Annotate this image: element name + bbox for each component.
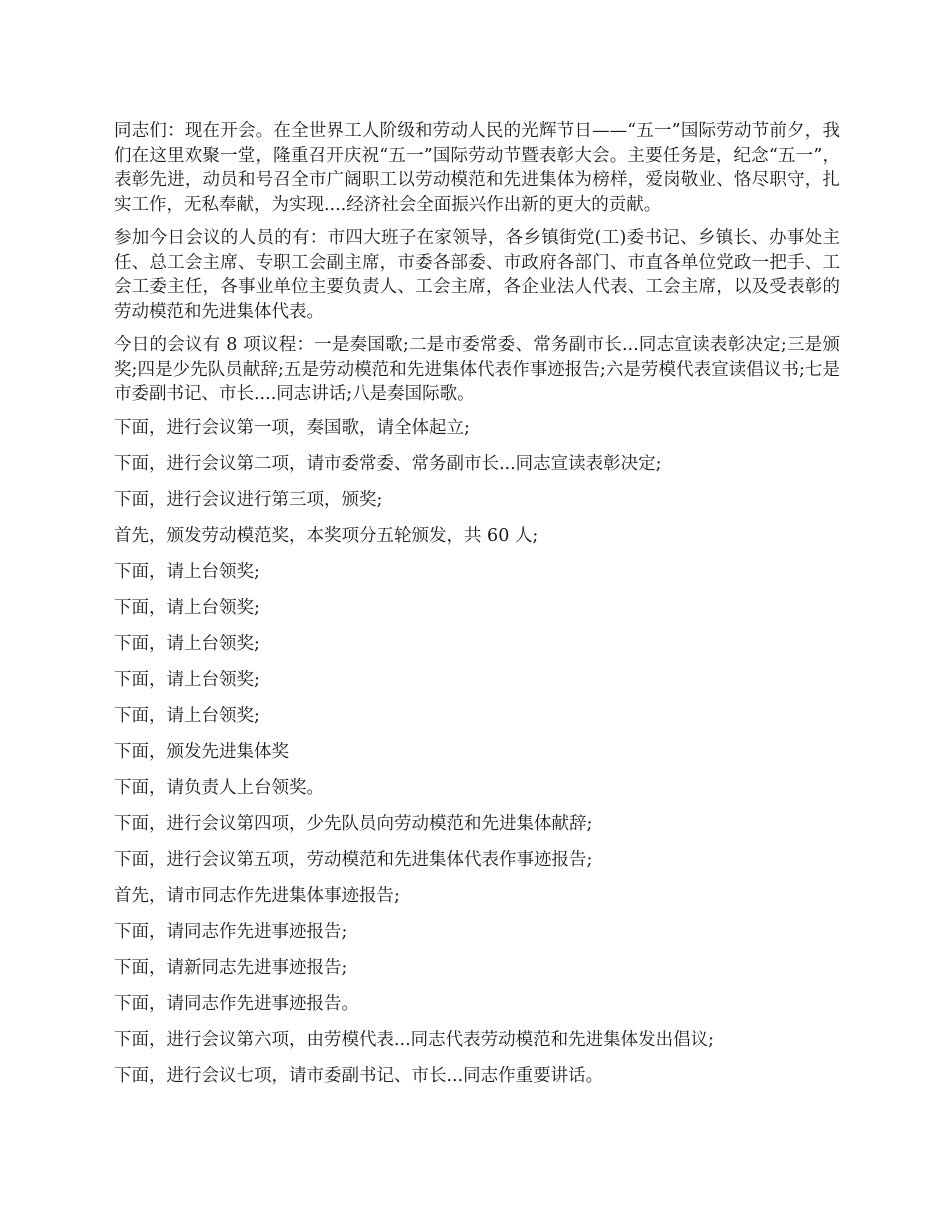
agenda-line: 下面，请新同志先进事迹报告; (114, 957, 348, 978)
agenda-line: 下面，请同志作先进事迹报告; (114, 921, 348, 942)
agenda-line: 下面，颁发先进集体奖 (114, 741, 289, 762)
agenda-line: 下面，进行会议第五项，劳动模范和先进集体代表作事迹报告; (114, 849, 593, 870)
paragraph-attendees: 参加今日会议的人员的有：市四大班子在家领导，各乡镇街党(工)委书记、乡镇长、办事处主任、总工会主席、专职工会副主席，市委各部委、市政府各部门、市直各单位党政一把手、工会工委主任，各事业单位主要负责人、工会主席，各企业法人代表、工会主席，以及受表彰的劳动模范和先进集体代表。 (114, 228, 840, 322)
paragraph-opening: 同志们：现在开会。在全世界工人阶级和劳动人民的光辉节日——“五一”国际劳动节前夕，我们在这里欢聚一堂，隆重召开庆祝“五一”国际劳动节暨表彰大会。主要任务是，纪念“五一”，表彰先进，动员和号召全市广阔职工以劳动模范和先进集体为榜样，爱岗敬业、恪尽职守，扎实工作，无私奉献，为实现....经济社会全面振兴作出新的更大的贡献。 (114, 121, 840, 215)
agenda-line: 首先，请市同志作先进集体事迹报告; (114, 885, 400, 906)
agenda-line: 下面，进行会议第四项，少先队员向劳动模范和先进集体献辞; (114, 813, 593, 834)
paragraph-agenda: 今日的会议有 8 项议程：一是奏国歌;二是市委常委、常务副市长...同志宣读表彰决定;三是颁奖;四是少先队员献辞;五是劳动模范和先进集体代表作事迹报告;六是劳模代表宣读倡议书;七是市委副书记、市长....同志讲话;八是奏国际歌。 (114, 335, 840, 404)
agenda-line: 下面，请上台领奖; (114, 705, 260, 726)
agenda-line: 下面，请上台领奖; (114, 633, 260, 654)
agenda-line: 下面，请上台领奖; (114, 561, 260, 582)
agenda-line: 首先，颁发劳动模范奖，本奖项分五轮颁发，共 60 人; (114, 525, 539, 546)
agenda-line: 下面，进行会议第二项，请市委常委、常务副市长...同志宣读表彰决定; (114, 453, 662, 474)
agenda-line: 下面，请负责人上台领奖。 (114, 777, 324, 798)
agenda-line: 下面，进行会议第六项，由劳模代表...同志代表劳动模范和先进集体发出倡议; (114, 1029, 715, 1050)
agenda-line: 下面，进行会议进行第三项，颁奖; (114, 489, 383, 510)
agenda-line: 下面，进行会议七项，请市委副书记、市长...同志作重要讲话。 (114, 1065, 604, 1086)
agenda-line: 下面，请同志作先进事迹报告。 (114, 993, 359, 1014)
document-body (114, 119, 840, 1100)
agenda-line: 下面，请上台领奖; (114, 669, 260, 690)
agenda-line: 下面，请上台领奖; (114, 597, 260, 618)
agenda-line: 下面，进行会议第一项，奏国歌，请全体起立; (114, 417, 470, 438)
